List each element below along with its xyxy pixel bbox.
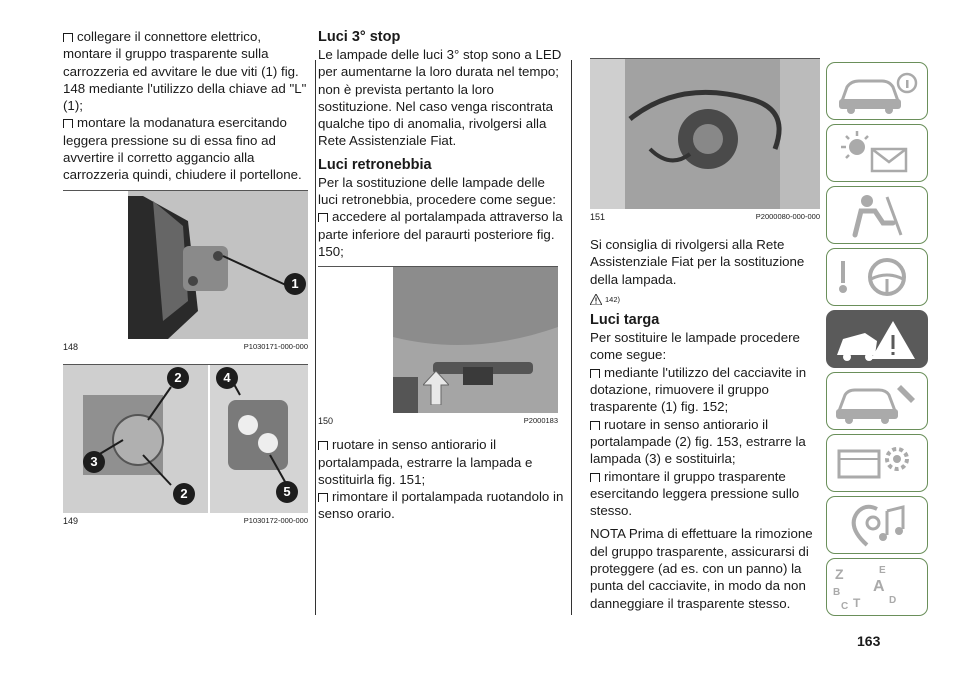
bullet-rotate-plate-holder: ruotare in senso antiorario il portalampade (2) fig. 153, estrarre la lampada (3) e sostituirla;: [590, 416, 806, 467]
figure-149-image-left: [63, 365, 208, 513]
heading-fog-lights: Luci retronebbia: [318, 156, 432, 173]
figure-149: [63, 364, 308, 526]
column-middle: [318, 28, 564, 523]
figure-150-image: [393, 267, 558, 413]
heading-third-stop: Luci 3° stop: [318, 29, 401, 45]
page-number: 163: [857, 633, 881, 649]
column-left: [63, 28, 308, 526]
divider-1: [315, 60, 316, 615]
divider-2: [571, 60, 572, 615]
svg-text:T: T: [853, 596, 861, 610]
bullet-refit-holder: rimontare il portalampada ruotandolo in senso orario.: [318, 489, 564, 522]
svg-text:A: A: [873, 578, 885, 595]
figure-151-caption: 151 P2000080-000-000: [590, 212, 820, 222]
note-protect-screwdriver: NOTA Prima di effettuare la rimozione del gruppo trasparente, assicurarsi di proteggere (ad es. con un panno) la punta del cacciavite, in modo da non danneggiare il trasparente stesso.: [590, 526, 813, 611]
figure-151-image: [590, 59, 820, 209]
svg-text:B: B: [833, 587, 841, 598]
paragraph-plate-lights: Per sostituire le lampade procedere come segue:: [590, 330, 800, 363]
sidebar-item-car-info[interactable]: [826, 62, 928, 120]
bullet-access-holder: accedere al portalampada attraverso la parte inferiore del paraurti posteriore fig. 150;: [318, 209, 563, 259]
figure-148-image: [128, 191, 308, 339]
lamp-holder-illustration: [590, 59, 820, 209]
multimedia-icon: [827, 497, 927, 553]
callout-5: 5: [276, 481, 298, 503]
sidebar-item-driving[interactable]: [826, 248, 928, 306]
svg-text:C: C: [841, 601, 849, 612]
car-info-icon: [827, 63, 927, 119]
figure-148: [63, 190, 308, 352]
svg-text:Z: Z: [835, 566, 844, 582]
tail-light-housing-illustration: [128, 191, 308, 339]
bullet-connect: collegare il connettore elettrico, montare il gruppo trasparente sulla carrozzeria ed avvitare le due viti (1) fig. 148 mediante l'utilizzo della chiave ad "L" (1);: [63, 29, 307, 114]
index-icon: [827, 559, 927, 615]
bullet-remove-lens: mediante l'utilizzo del cacciavite in dotazione, rimuovere il gruppo trasparente (1) fig. 152;: [590, 364, 807, 415]
bullet-refit-lens: rimontare il gruppo trasparente esercitando leggera pressione sullo stesso.: [590, 468, 800, 519]
svg-text:D: D: [889, 595, 897, 606]
heading-plate-lights: Luci targa: [590, 312, 660, 329]
svg-text:E: E: [879, 565, 886, 576]
sidebar-item-emergency[interactable]: [826, 310, 928, 368]
warning-reference: 142): [590, 291, 820, 308]
sidebar-item-technical-data[interactable]: [826, 434, 928, 492]
figure-150-caption: 150 P2000183: [318, 416, 558, 427]
figure-148-caption: 148 P1030171-000-000: [63, 341, 308, 352]
paragraph-contact-network: Si consiglia di rivolgersi alla Rete Assistenziale Fiat per la sostituzione della lampada.: [590, 237, 805, 287]
paragraph-fog-lights: Per la sostituzione delle lampade delle luci retronebbia, procedere come segue:: [318, 174, 557, 208]
sidebar-item-maintenance[interactable]: [826, 372, 928, 430]
paragraph-third-stop: Le lampade delle luci 3° stop sono a LED per aumentarne la loro durata nel tempo; non è prevista pertanto la loro sostituzione. Nel caso venga riscontrata qualche tipo di anomalia, rivolgersi alla Rete Assistenziale Fiat.: [318, 47, 562, 149]
figure-150: [318, 266, 558, 426]
figure-151: [590, 58, 820, 222]
callout-3: 3: [83, 451, 105, 473]
figure-149-caption: 149 P1030172-000-000: [63, 515, 308, 526]
bullet-mount-molding: montare la modanatura esercitando leggera pressione su di essa fino ad avvertire il corretto aggancio alla carrozzeria quindi, chiudere il portellone.: [63, 115, 302, 183]
callout-1: 1: [284, 273, 306, 295]
rear-bumper-illustration: [393, 267, 558, 413]
sidebar-item-safety[interactable]: [826, 186, 928, 244]
driving-icon: [827, 249, 927, 305]
maintenance-icon: [827, 373, 927, 429]
callout-2-top: 2: [167, 367, 189, 389]
callout-2-bottom: 2: [173, 483, 195, 505]
column-right: [590, 28, 820, 612]
arrow-up-icon: [423, 371, 449, 405]
sidebar-item-multimedia[interactable]: [826, 496, 928, 554]
figure-149-image-right: [210, 365, 308, 513]
sidebar-item-index[interactable]: [826, 558, 928, 616]
callout-4: 4: [216, 367, 238, 389]
warning-lights-icon: [827, 125, 927, 181]
sidebar-item-warning-lights[interactable]: [826, 124, 928, 182]
bullet-rotate-holder: ruotare in senso antiorario il portalampada, estrarre la lampada e sostituirla fig. 151;: [318, 437, 533, 487]
emergency-icon: [827, 311, 927, 367]
technical-data-icon: [827, 435, 927, 491]
warning-triangle-icon: [590, 294, 602, 305]
safety-icon: [827, 187, 927, 243]
